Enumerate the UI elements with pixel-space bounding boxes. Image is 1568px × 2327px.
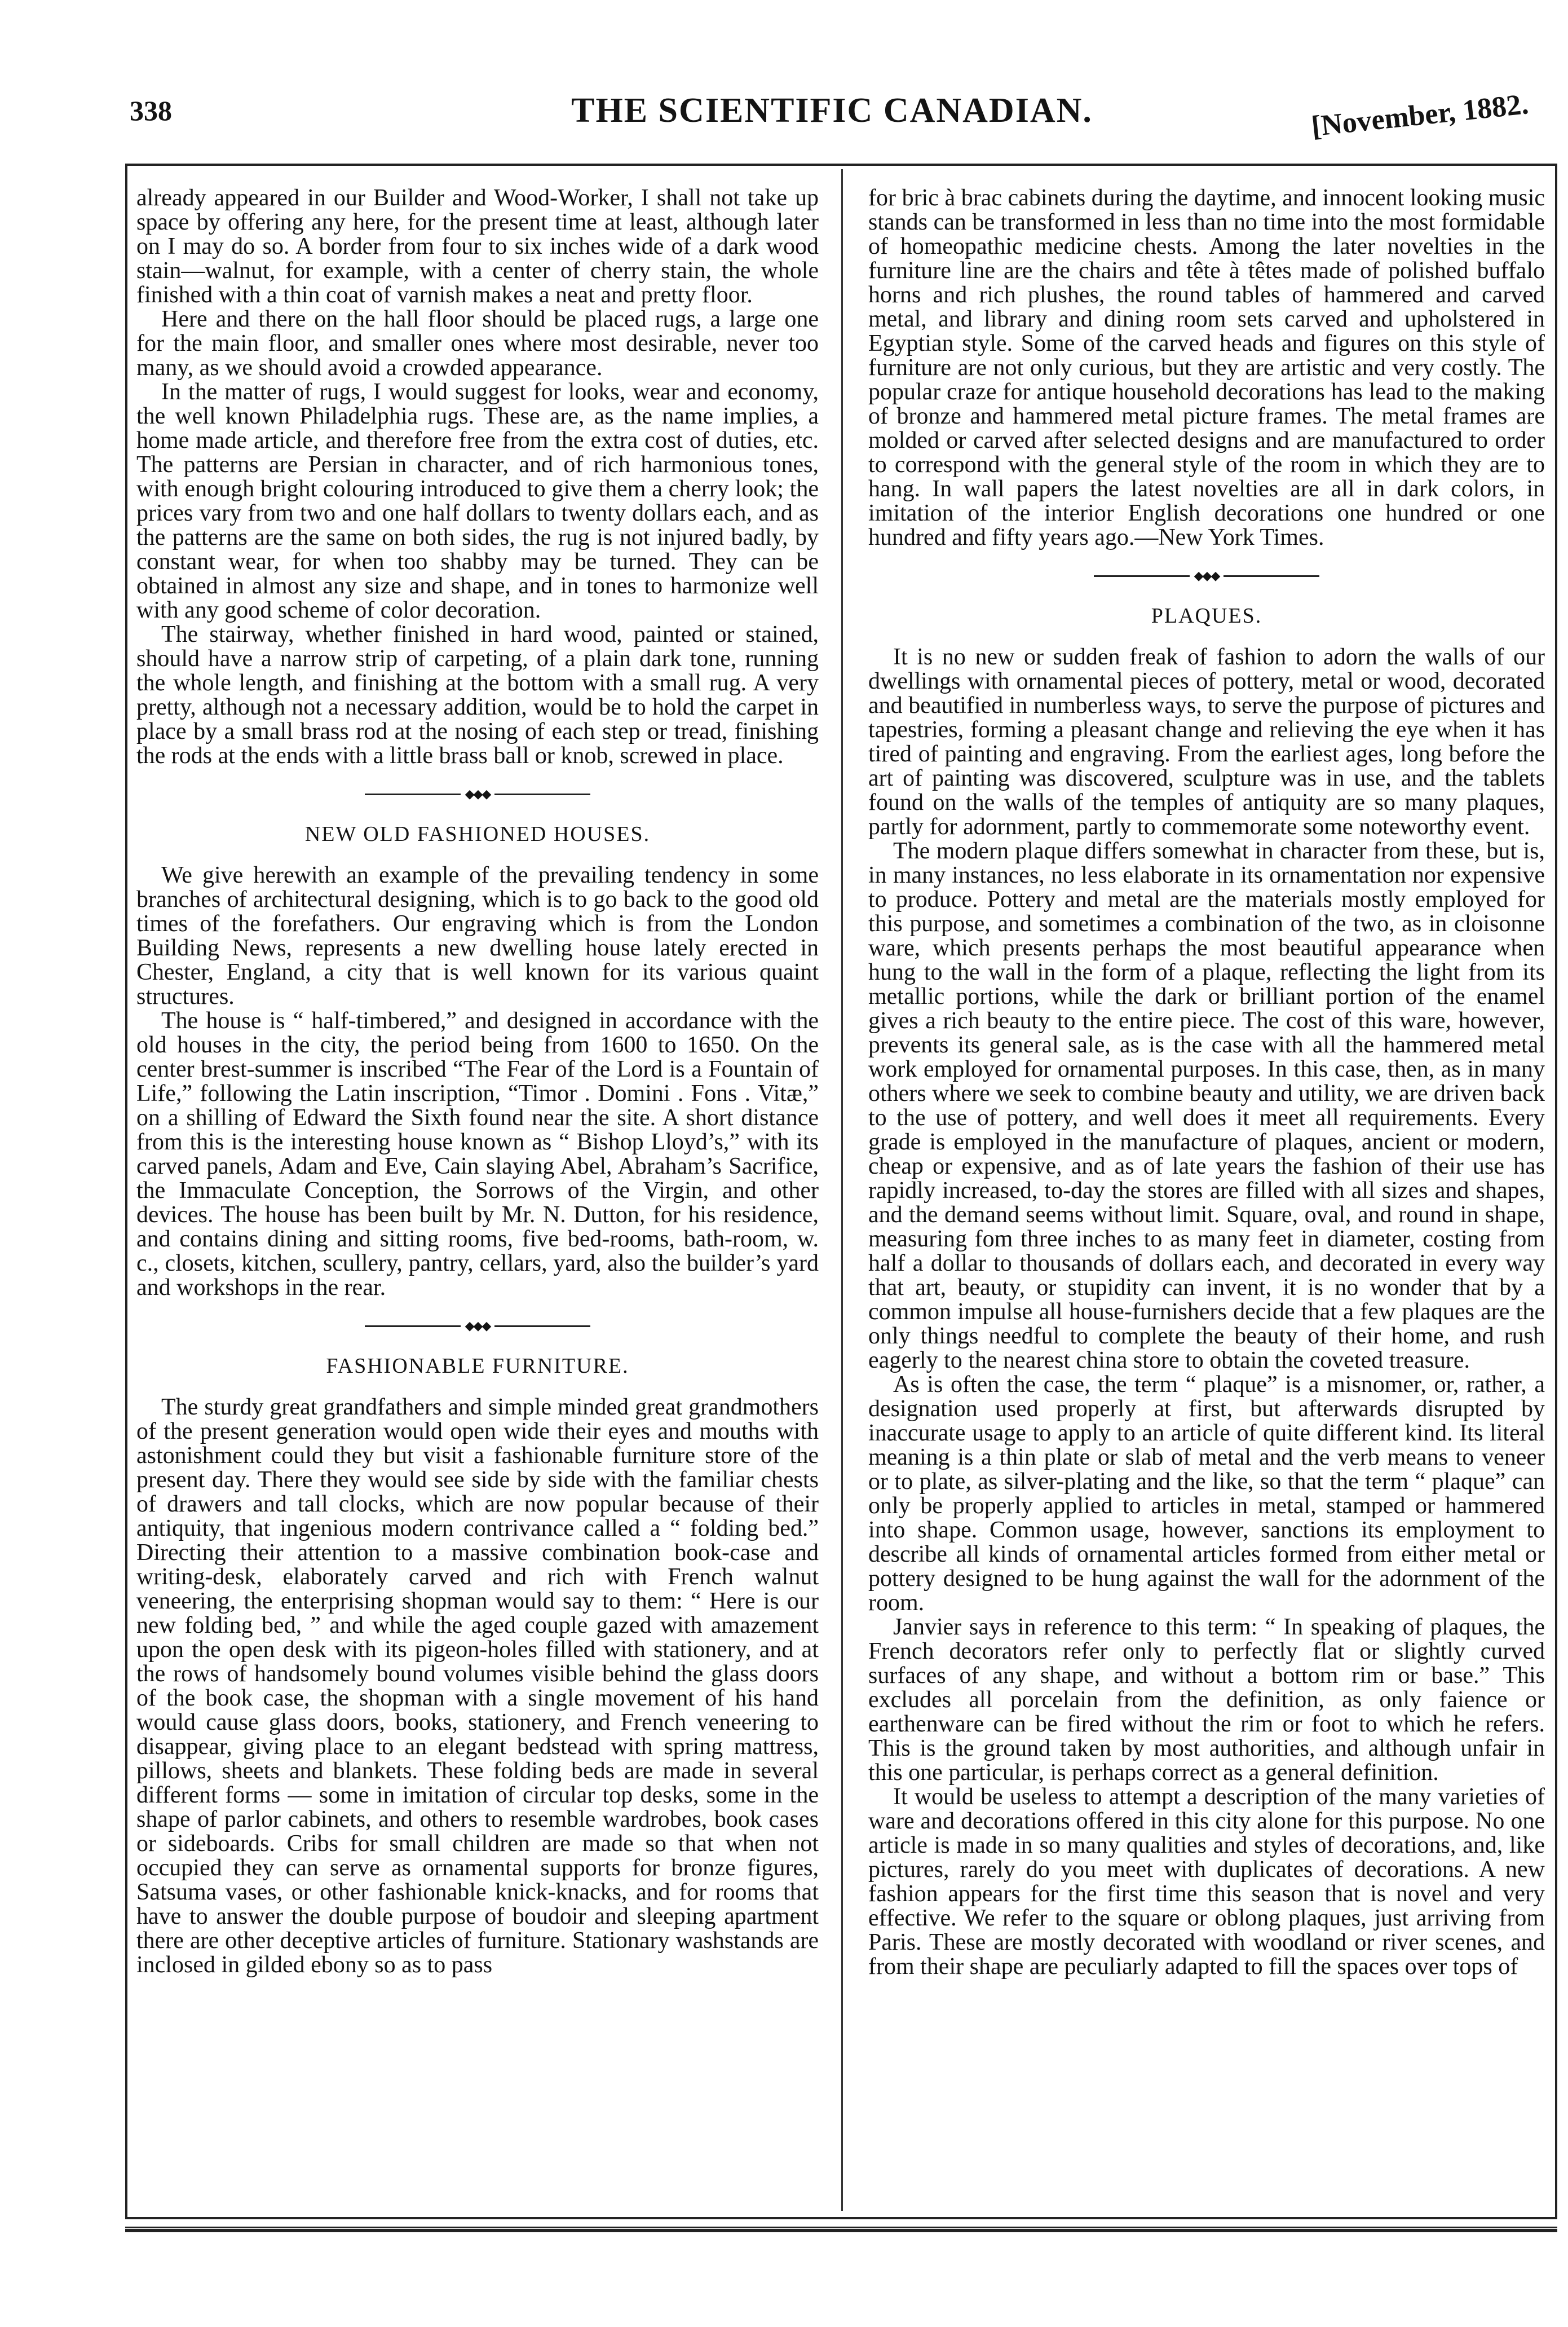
journal-title: THE SCIENTIFIC CANADIAN. bbox=[571, 91, 1093, 130]
article-paragraph: The house is “ half-timbered,” and designed in accordance with the old houses in the city, the period being from 1600 to 1650. On the center brest-summer is inscribed “The Fear of the Lord is a Fountain of Life,” following the Latin inscription, “Timor . Domini . Fons . Vitæ,” on a shilling of Edward the Sixth found near the site. A short distance from this is the interesting house known as “ Bishop Lloyd’s,” with its carved panels, Adam and Eve, Cain slaying Abel, Abraham’s Sacrifice, the Immaculate Conception, the Sorrows of the Virgin, and other devices. The house has been built by Mr. N. Dutton, for his residence, and contains dining and sitting rooms, five bed-rooms, bath-room, w. c., closets, kitchen, scullery, pantry, cellars, yard, also the builder’s yard and workshops in the rear. bbox=[136, 1008, 819, 1301]
article-paragraph: Janvier says in reference to this term: “ In speaking of plaques, the French decorators refer only to perfectly flat or slightly curved surfaces of any shape, and without a bottom rim or base.” This excludes all porcelain from the definition, as only faience or earthenware can be fired without the rim or foot to which he refers. This is the ground taken by most authorities, and although unfair in this one particular, is perhaps correct as a general definition. bbox=[868, 1614, 1545, 1786]
section-heading-plaques: PLAQUES. bbox=[1151, 604, 1262, 628]
section-rule bbox=[136, 783, 819, 805]
article-paragraph: In the matter of rugs, I would suggest for looks, wear and economy, the well known Philadelphia rugs. These are, as the name implies, a home made article, and therefore free from the extra cost of duties, etc. The patterns are Persian in character, and of rich harmonious tones, with enough bright colouring introduced to give them a cherry look; the prices vary from two and one half dollars to twenty dollars each, and as the patterns are the same on both sides, the rug is not injured badly, by constant wear, for when too shabby may be turned. They can be obtained in almost any size and shape, and in tones to harmonize well with any good scheme of color decoration. bbox=[136, 379, 819, 623]
rule-line bbox=[365, 794, 461, 795]
rule-line bbox=[494, 1325, 590, 1327]
rule-line bbox=[1224, 575, 1319, 577]
article-paragraph: We give herewith an example of the prevailing tendency in some branches of architectural designing, which is to go back to the good old times of the forefathers. Our engraving which is from the London Building News, represents a new dwelling house lately erected in Chester, England, a city that is well known for its various quaint structures. bbox=[136, 862, 819, 1010]
rule-line bbox=[494, 794, 590, 795]
article-paragraph: The modern plaque differs somewhat in character from these, but is, in many instances, no less elaborate in its ornamentation nor expensive to produce. Pottery and metal are the materials mostly employed for this purpose, and sometimes a combination of the two, as in cloisonne ware, which presents perhaps the most beautiful appearance when hung to the wall in the form of a plaque, reflecting the light from its metallic portions, while the dark or brilliant portion of the enamel gives a rich beauty to the entire piece. The cost of this ware, however, prevents its general sale, as is the case with all the hammered metal work employed for ornamental purposes. In this case, then, as in many others where we seek to combine beauty and utility, we are driven back to the use of pottery, and well does it meet all requirements. Every grade is employed in the manufacture of plaques, ancient or modern, cheap or expensive, and as of late years the fashion of their use has rapidly increased, to-day the stores are filled with all sizes and shapes, and the demand seems without limit. Square, oval, and round in shape, measuring fom three inches to as many feet in diameter, costing from half a dollar to thousands of dollars each, and decorated in every way that art, beauty, or stupidity can invent, it is no wonder that by a common impulse all house-furnishers decide that a few plaques are the only things needful to complete the beauty of their home, and rush eagerly to the nearest china store to obtain the coveted treasure. bbox=[868, 838, 1545, 1373]
article-paragraph: already appeared in our Builder and Wood-Worker, I shall not take up space by offering any here, for the present time at least, although later on I may do so. A border from four to six inches wide of a dark wood stain—walnut, for example, with a center of cherry stain, the whole finished with a thin coat of varnish makes a neat and pretty floor. bbox=[136, 186, 819, 308]
right-column bbox=[868, 186, 1545, 2203]
section-heading-houses: NEW OLD FASHIONED HOUSES. bbox=[304, 822, 651, 846]
article-paragraph: As is often the case, the term “ plaque” is a misnomer, or, rather, a designation used properly at first, but afterwards disrupted by inaccurate usage to apply to an article of quite different kind. Its literal meaning is a thin plate or slab of metal and the verb means to veneer or to plate, as silver-plating and the like, so that the term “ plaque” can only be properly applied to articles in metal, stamped or hammered into shape. Common usage, however, sanctions its employment to describe all kinds of ornamental articles formed from either metal or pottery designed to be hung against the wall for the adornment of the room. bbox=[868, 1372, 1545, 1616]
article-paragraph: It is no new or sudden freak of fashion to adorn the walls of our dwellings with ornamental pieces of pottery, metal or wood, decorated and beautified in numberless ways, to serve the purpose of pictures and tapestries, forming a pleasant change and relieving the eye when it has tired of painting and engraving. From the earliest ages, long before the art of painting was discovered, sculpture was in use, and the tablets found on the walls of the temples of antiquity are so many plaques, partly for adornment, partly to commemorate some noteworthy event. bbox=[868, 644, 1545, 840]
column-divider bbox=[841, 169, 843, 2211]
article-paragraph: It would be useless to attempt a description of the many varieties of ware and decorations offered in this city alone for this purpose. No one article is made in so many qualities and styles of decorations, and, like pictures, rarely do you meet with duplicates of decorations. A new fashion appears for the first time this season that is novel and very effective. We refer to the square or oblong plaques, just arriving from Paris. These are mostly decorated with woodland or river scenes, and from their shape are peculiarly adapted to fill the spaces over tops of bbox=[868, 1784, 1545, 1980]
bottom-double-rule bbox=[125, 2227, 1557, 2232]
article-paragraph: The stairway, whether finished in hard wood, painted or stained, should have a narrow strip of carpeting, of a plain dark tone, running the whole length, and finishing at the bottom with a small rug. A very pretty, although not a necessary addition, would be to hold the carpet in place by a small brass rod at the nosing of each step or tread, finishing the rods at the ends with a little brass ball or knob, screwed in place. bbox=[136, 622, 819, 769]
section-heading-furniture: FASHIONABLE FURNITURE. bbox=[326, 1354, 629, 1378]
issue-date: [November, 1882. bbox=[1310, 88, 1530, 143]
left-column bbox=[136, 186, 819, 2203]
article-paragraph: for bric à brac cabinets during the daytime, and innocent looking music stands can be transformed in less than no time into the most formidable of homeopathic medicine chests. Among the later novelties in the furniture line are the chairs and tête à têtes made of polished buffalo horns and rich plushes, the round tables of hammered and carved metal, and library and dining room sets carved and upholstered in Egyptian style. Some of the carved heads and figures on this style of furniture are not only curious, but they are artistic and very costly. The popular craze for antique household decorations has lead to the making of bronze and hammered metal picture frames. The metal frames are molded or carved after selected designs and are manufactured to order to correspond with the general style of the room in which they are to hang. In wall papers the latest novelties are all in dark colors, in imitation of the interior English decorations one hundred or one hundred and fifty years ago.—New York Times. bbox=[868, 186, 1545, 550]
section-rule bbox=[868, 565, 1545, 587]
page-number: 338 bbox=[130, 95, 172, 126]
rule-line bbox=[365, 1325, 461, 1327]
article-paragraph: Here and there on the hall floor should be placed rugs, a large one for the main floor, and smaller ones where most desirable, never too many, as we should avoid a crowded appearance. bbox=[136, 306, 819, 381]
rule-ornament: ◆◆◆ bbox=[465, 1319, 491, 1333]
page-header bbox=[130, 87, 1534, 149]
rule-ornament: ◆◆◆ bbox=[465, 787, 491, 801]
section-rule bbox=[136, 1315, 819, 1337]
rule-line bbox=[1094, 575, 1190, 577]
article-paragraph: The sturdy great grandfathers and simple minded great grandmothers of the present generation would open wide their eyes and mouths with astonishment could they but visit a fashionable furniture store of the present day. There they would see side by side with the familiar chests of drawers and tall clocks, which are now popular because of their antiquity, that ingenious modern contrivance called a “ folding bed.” Directing their attention to a massive combination book-case and writing-desk, elaborately carved and rich with French walnut veneering, the enterprising shopman would say to them: “ Here is our new folding bed, ” and while the aged couple gazed with amazement upon the open desk with its pigeon-holes filled with stationery, and at the rows of handsomely bound volumes visible behind the glass doors of the book case, the shopman with a single movement of his hand would cause glass doors, books, stationery, and French veneering to disappear, giving place to an elegant bedstead with spring mattress, pillows, sheets and blankets. These folding beds are made in several different forms — some in imitation of circular top desks, some in the shape of parlor cabinets, and others to resemble wardrobes, book cases or sideboards. Cribs for small children are made so that when not occupied they can serve as ornamental supports for bronze figures, Satsuma vases, or other fashionable knick-knacks, and for rooms that have to answer the double purpose of boudoir and sleeping apartment there are other deceptive articles of furniture. Stationary washstands are inclosed in gilded ebony so as to pass bbox=[136, 1394, 819, 1978]
rule-ornament: ◆◆◆ bbox=[1194, 568, 1220, 583]
